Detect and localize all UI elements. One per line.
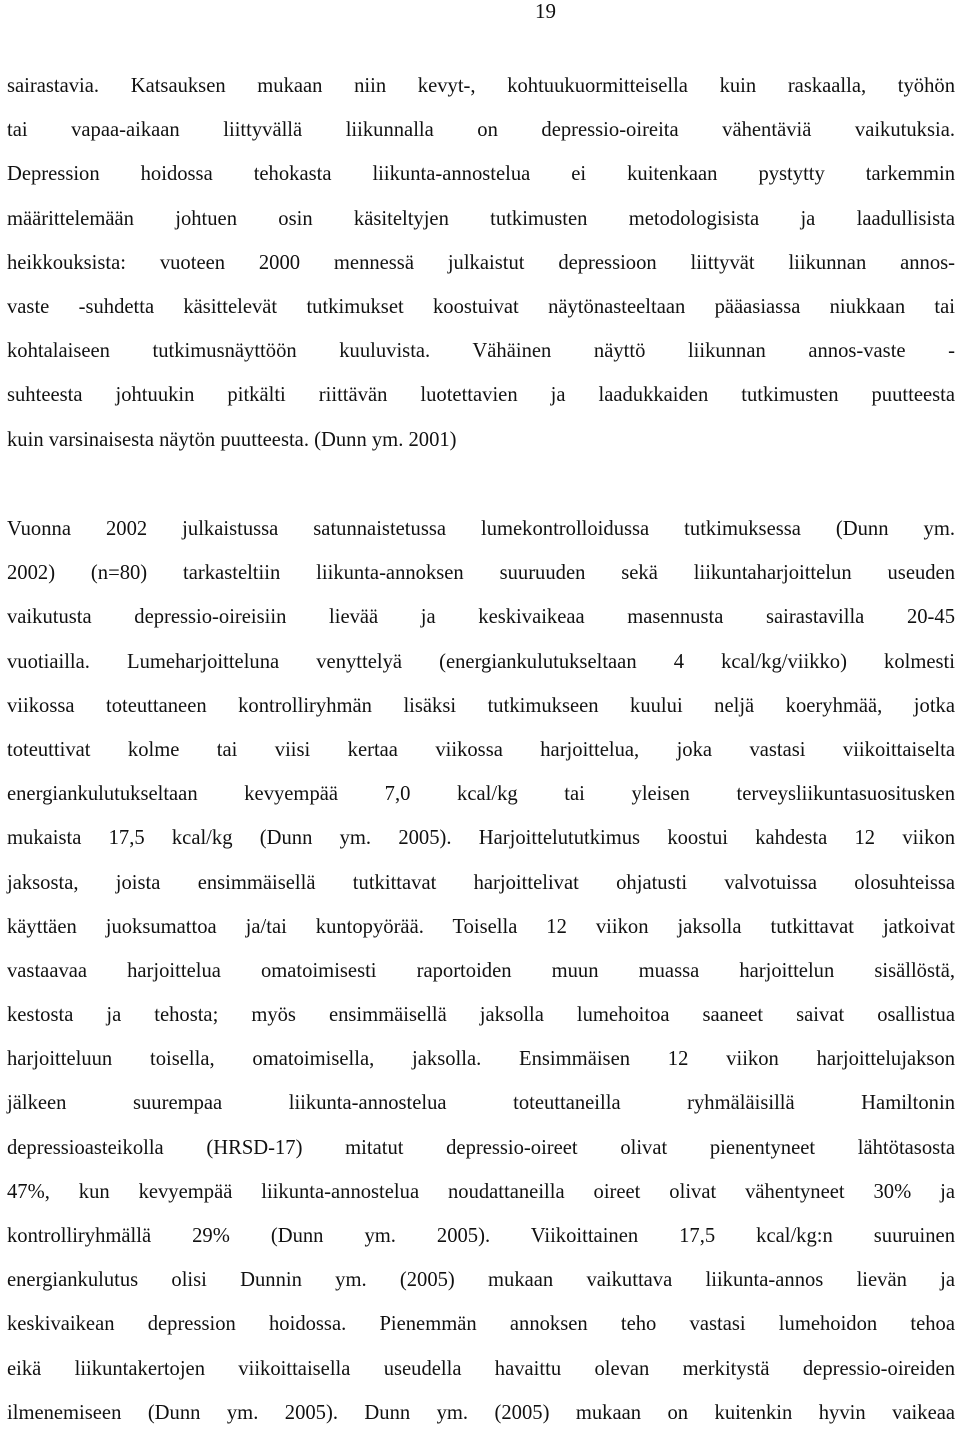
text-line: käyttäen juoksumattoa ja/tai kuntopyörää. Toisella 12 viikon jaksolla tutkittavat jatkoivat	[7, 915, 955, 938]
text-line: kuin varsinaisesta näytön puutteesta. (Dunn ym. 2001)	[7, 428, 457, 451]
paragraph-2	[7, 507, 955, 1435]
page-number: 19	[535, 0, 556, 23]
text-line: energiankulutus olisi Dunnin ym. (2005) mukaan vaikuttava liikunta-annos lievän ja	[7, 1269, 955, 1292]
text-line: määrittelemään johtuen osin käsiteltyjen tutkimusten metodologisista ja laadullisista	[7, 207, 955, 230]
text-line: 2002) (n=80) tarkasteltiin liikunta-annoksen suuruuden sekä liikuntaharjoittelun useuden	[7, 562, 955, 585]
text-line: sairastavia. Katsauksen mukaan niin kevyt-, kohtuukuormitteisella kuin raskaalla, työhön	[7, 75, 955, 97]
text-line: kontrolliryhmällä 29% (Dunn ym. 2005). Viikoittainen 17,5 kcal/kg:n suuruinen	[7, 1225, 955, 1247]
text-line: depressioasteikolla (HRSD-17) mitatut depressio-oireet olivat pienentyneet lähtötasosta	[7, 1136, 955, 1159]
text-line: viikossa toteuttaneen kontrolliryhmän lisäksi tutkimukseen kuului neljä koeryhmää, jotka	[7, 694, 955, 717]
text-line: heikkouksista: vuoteen 2000 mennessä julkaistut depressioon liittyvät liikunnan annos-	[7, 251, 955, 274]
text-line: kohtalaiseen tutkimusnäyttöön kuuluvista. Vähäinen näyttö liikunnan annos-vaste -	[7, 340, 955, 363]
text-line: keskivaikean depression hoidossa. Pienemmän annoksen teho vastasi lumehoidon tehoa	[7, 1313, 955, 1336]
text-line: vuotiailla. Lumeharjoitteluna venyttelyä (energiankulutukseltaan 4 kcal/kg/viikko) kolmesti	[7, 650, 955, 673]
text-line: suhteesta johtuukin pitkälti riittävän luotettavien ja laadukkaiden tutkimusten puutteesta	[7, 384, 955, 407]
text-line: Vuonna 2002 julkaistussa satunnaistetussa lumekontrolloidussa tutkimuksessa (Dunn ym.	[7, 518, 955, 540]
text-line: energiankulutukseltaan kevyempää 7,0 kcal/kg tai yleisen terveysliikuntasuositusken	[7, 783, 955, 806]
text-line: jaksosta, joista ensimmäisellä tutkittavat harjoittelivat ohjatusti valvotuissa olosuhteissa	[7, 871, 955, 894]
text-line: harjoitteluun toisella, omatoimisella, jaksolla. Ensimmäisen 12 viikon harjoittelujakson	[7, 1048, 955, 1071]
text-line: jälkeen suurempaa liikunta-annostelua toteuttaneilla ryhmäläisillä Hamiltonin	[7, 1092, 955, 1115]
text-line: toteuttivat kolme tai viisi kertaa viikossa harjoittelua, joka vastasi viikoittaiselta	[7, 738, 955, 761]
text-line: tai vapaa-aikaan liittyvällä liikunnalla on depressio-oireita vähentäviä vaikutuksia.	[7, 119, 955, 142]
text-line: vaikutusta depressio-oireisiin lievää ja keskivaikeaa masennusta sairastavilla 20-45	[7, 606, 955, 629]
text-line: kestosta ja tehosta; myös ensimmäisellä jaksolla lumehoitoa saaneet saivat osallistua	[7, 1004, 955, 1027]
text-line: mukaista 17,5 kcal/kg (Dunn ym. 2005). Harjoittelututkimus koostui kahdesta 12 viikon	[7, 827, 955, 850]
text-line: ilmenemiseen (Dunn ym. 2005). Dunn ym. (2005) mukaan on kuitenkin hyvin vaikeaa	[7, 1401, 955, 1424]
text-line: vastaavaa harjoittelua omatoimisesti raportoiden muun muassa harjoittelun sisällöstä,	[7, 959, 955, 982]
text-line: eikä liikuntakertojen viikoittaisella useudella havaittu olevan merkitystä depressio-oireiden	[7, 1357, 955, 1380]
text-line: Depression hoidossa tehokasta liikunta-annostelua ei kuitenkaan pystytty tarkemmin	[7, 163, 955, 186]
text-line: vaste -suhdetta käsittelevät tutkimukset koostuivat näytönasteeltaan pääasiassa niukkaan tai	[7, 295, 955, 318]
paragraph-1	[7, 64, 955, 462]
text-line: 47%, kun kevyempää liikunta-annostelua noudattaneilla oireet olivat vähentyneet 30% ja	[7, 1180, 955, 1203]
